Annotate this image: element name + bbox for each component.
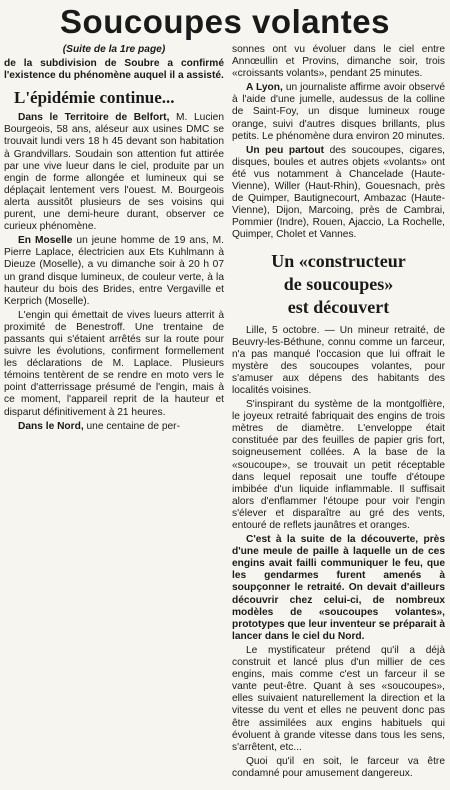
paragraph-decouverte: C'est à la suite de la découverte, près d'une meule de paille à laquelle un de ces engins avait failli communiquer le feu, que les gendarmes furent amenés à soupçonner le retraité. On devait d'ailleurs découvrir chez celui-ci, de nombreux modèles de «soucoupes volantes», prototypes que leur inventeur se préparait à lancer dans le ciel du Nord. bbox=[232, 534, 445, 642]
paragraph-lyon bbox=[232, 82, 445, 142]
paragraph-mystificateur: Le mystificateur prétend qu'il a déjà construit et lancé plus d'un millier de ces engins, mais comme c'est un farceur il se vante peut-être. Quant à ses «soucoupes», elles suivaient naturellement la direction et la vitesse du vent et elles ne peuvent donc pas être assimilées aux engins habituels qui évoluent à grande vitesse dans tous les sens, s'arrêtent, etc... bbox=[232, 644, 445, 753]
left-column bbox=[4, 44, 224, 435]
continuation-note: (Suite de la 1re page) bbox=[62, 44, 166, 55]
paragraph-condamne: Quoi qu'il en soit, le farceur va être condamné pour amusement dangereux. bbox=[232, 755, 445, 779]
paragraph-moselle bbox=[4, 235, 224, 308]
right-column bbox=[232, 44, 445, 782]
lead-moselle: En Moselle bbox=[18, 235, 73, 247]
lead-partout: Un peu partout bbox=[246, 144, 324, 156]
text-partout: des soucoupes, cigares, disques, boules et autres objets «volants» ont été vus notamment à Chancelade (Haute-Vienne), Willer (Haut-Rhin), Gouesnach, près de Quimper, Bautignecourt, Ambazac (Haute-Vienne), Dijon, Marcoing, près de Cambrai, Pommier (Indre), Rouen, Ajaccio, La Rochelle, Quimper, Cholet et Vannes. bbox=[232, 144, 445, 241]
paragraph-croissants: sonnes ont vu évoluer dans le ciel entre Annœullin et Provins, dimanche soir, trois «croissants volants», pendant 25 minutes. bbox=[232, 44, 445, 80]
headline: Soucoupes volantes bbox=[60, 3, 390, 40]
text-belfort: M. Lucien Bourgeois, 58 ans, aléseur aux usines DMC se trouvait lundi vers 18 h 45 devant son habitation à Grandvillars. Soudain son attention fut attirée par une vive lueur dans le ciel, produite par un engin de forme allongée et lumineux qui se déplaçait lentement vers l'ouest. M. Bourgeois alerta aussitôt plusieurs de ses voisins qui purent, une demi-heure durant, observer ce curieux phénomène. bbox=[4, 112, 225, 233]
text-lyon: un journaliste affirme avoir observé à l'aide d'une jumelle, audessus de la colline de Saint-Foy, un disque lumineux rouge orange, suivi d'autres disques brillants, plus petits. Le phénomène dura environ 20 minutes. bbox=[232, 82, 445, 142]
subheading-epidemie: L'épidémie continue... bbox=[14, 88, 175, 108]
subheading-line-1: Un «constructeur bbox=[271, 250, 406, 271]
lead-nord: Dans le Nord, bbox=[18, 420, 84, 432]
subheading-line-3: est découvert bbox=[287, 296, 390, 317]
lead-belfort: Dans le Territoire de Belfort, bbox=[18, 112, 170, 124]
paragraph-lille: Lille, 5 octobre. — Un mineur retraité, de Beuvry-les-Béthune, connu comme un farceur, n'a pas manqué l'occasion que lui offrait le mystère des soucoupes volantes, pour s'amuser aux dépens des habitants des localités voisines. bbox=[232, 324, 445, 396]
paragraph-belfort bbox=[4, 112, 224, 233]
paragraph-atterrissage: L'engin qui émettait de vives lueurs atterrit à proximité de Benestroff. Une trentaine de passants qui s'étaient arrêtés sur la route pour suivre les évolutions, confirment formellement les déclarations de M. Laplace. Plusieurs témoins tentèrent de se rendre en moto vers le point d'atterrissage présumé de l'engin, mais à ce moment, l'appareil reprit de la hauteur et disparut définitivement à 21 heures. bbox=[4, 309, 224, 418]
text-moselle: un jeune homme de 19 ans, M. Pierre Laplace, électricien aux Ets Kuhlmann à Dieuze (Moselle), a vu dimanche soir à 20 h 07 un grand disque lumineux, de couleur verte, à la hauteur du bois des Brides, entre Vergaville et Kerprich (Moselle). bbox=[4, 235, 224, 307]
subheading-constructeur bbox=[232, 250, 445, 319]
paragraph-montgolfiere: S'inspirant du système de la montgolfière, le joyeux retraité fabriquait des engins de trois mètres de diamètre. L'enveloppe était constituée par des feuilles de papier gris fort, soigneusement collées. A la base de la «soucoupe», se trouvait un petit réceptable dans lequel reposait une touffe d'étoupe imbibée d'un liquide inflammable. Il suffisait alors d'enflammer l'étoupe pour voir l'engin s'élever et disparaître au gré des vents, entouré de reflets jaunâtres et oranges. bbox=[232, 399, 445, 531]
paragraph-partout bbox=[232, 145, 445, 242]
paragraph-nord bbox=[4, 421, 224, 433]
text-nord: une centaine de per- bbox=[83, 420, 180, 432]
paragraph-soubre: de la subdivision de Soubre a confirmé l'existence du phénomène auquel il a assisté. bbox=[4, 58, 224, 82]
lead-lyon: A Lyon, bbox=[246, 82, 283, 94]
subheading-line-2: de soucoupes» bbox=[283, 273, 394, 294]
